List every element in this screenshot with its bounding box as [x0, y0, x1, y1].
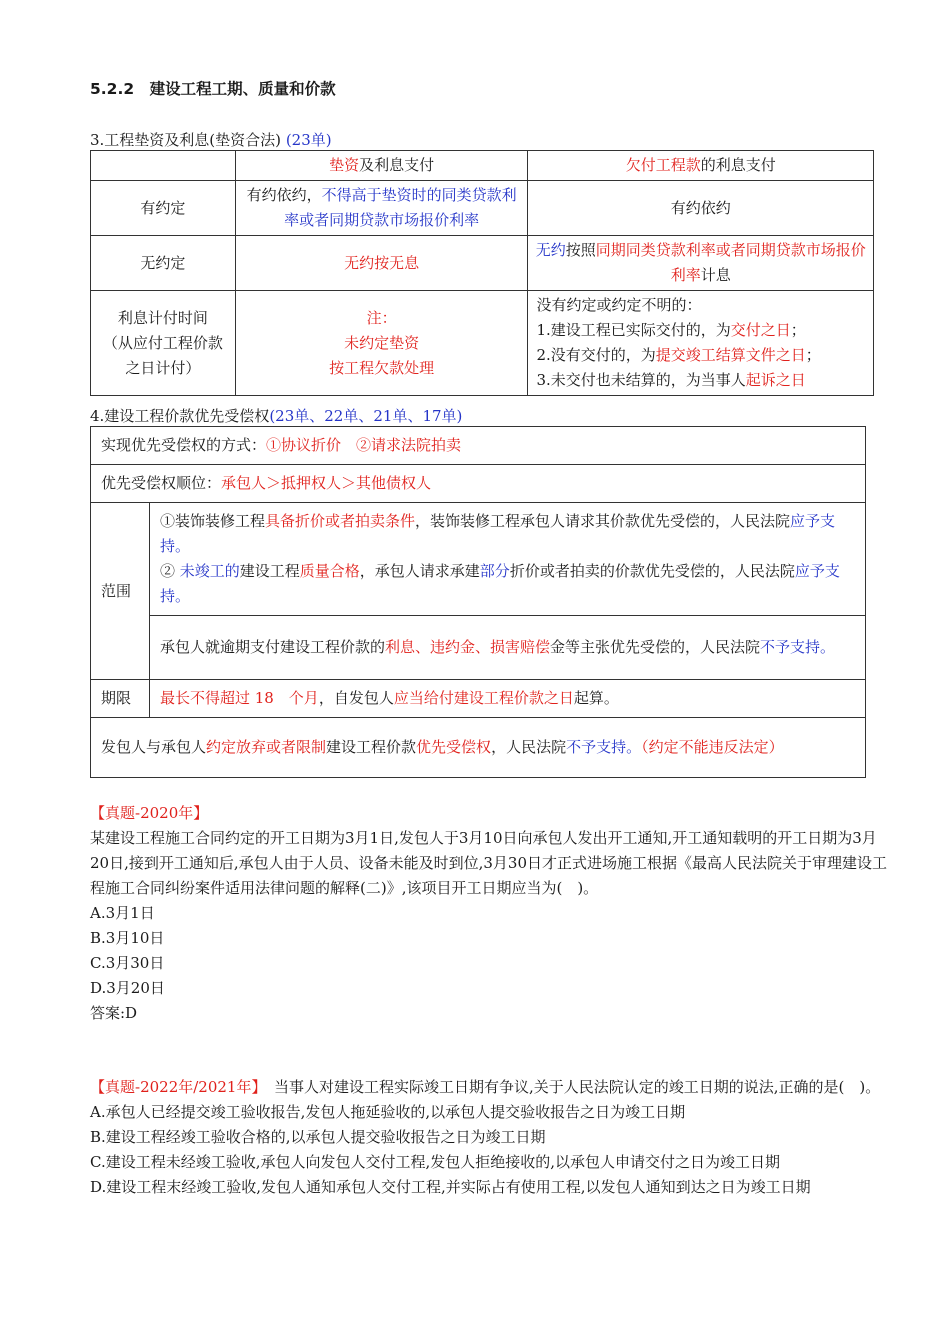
option-c: C.3月30日	[90, 954, 165, 972]
term-label: 期限	[91, 680, 150, 718]
option-b: B.建设工程经竣工验收合格的,以承包人提交验收报告之日为竣工日期	[90, 1128, 546, 1146]
option-b: B.3月10日	[90, 929, 165, 947]
row-agreed-arrears: 有约依约	[528, 181, 874, 236]
row-agreed-label: 有约定	[91, 181, 236, 236]
row-way: 实现优先受偿权的方式：①协议折价 ②请求法院拍卖	[91, 427, 866, 465]
row-time-advance: 注： 未约定垫资 按工程欠款处理	[235, 291, 528, 396]
term-value: 最长不得超过 18 个月，自发包人应当给付建设工程价款之日起算。	[149, 680, 865, 718]
question-2022	[90, 1075, 890, 1200]
table1-header-empty	[91, 151, 236, 181]
row-unagreed-label: 无约定	[91, 236, 236, 291]
advance-interest-table	[90, 150, 874, 396]
row-waiver: 发包人与承包人约定放弃或者限制建设工程价款优先受偿权，人民法院不予支持。（约定不能违反法定）	[91, 718, 866, 778]
question-2022-tag: 【真题-2022年/2021年】	[90, 1078, 259, 1096]
question-2022-stem: 当事人对建设工程实际竣工日期有争议,关于人民法院认定的竣工日期的说法,正确的是( )。	[258, 1078, 881, 1096]
option-d: D.建设工程末经竣工验收,发包人通知承包人交付工程,并实际占有使用工程,以发包人通知到达之日为竣工日期	[90, 1178, 811, 1196]
question-2020-tag: 【真题-2020年】	[90, 804, 209, 822]
row-agreed-advance: 有约依约，不得高于垫资时的同类贷款利率或者同期贷款市场报价利率	[235, 181, 528, 236]
question-2020-stem: 某建设工程施工合同约定的开工日期为3月1日,发包人于3月10日向承包人发出开工通知,开工通知载明的开工日期为3月20日,接到开工通知后,承包人由于人员、设备未能及时到位,3月30日才正式进场施工根据《最高人民法院关于审理建设工程施工合同纠纷案件适用法律问题的解释(二)》,该项目开工日期应当为( )。	[90, 829, 888, 897]
section4-title: 4.建设工程价款优先受偿权(23单、22单、21单、17单)	[90, 407, 463, 425]
table1-header-arrears: 欠付工程款的利息支付	[528, 151, 874, 181]
option-a: A.3月1日	[90, 904, 155, 922]
section-heading: 5.2.2 建设工程工期、质量和价款	[90, 80, 336, 98]
section3-title: 3.工程垫资及利息(垫资合法) (23单)	[90, 131, 332, 149]
option-c: C.建设工程未经竣工验收,承包人向发包人交付工程,发包人拒绝接收的,以承包人申请交付之日为竣工日期	[90, 1153, 781, 1171]
answer: 答案:D	[90, 1004, 138, 1022]
row-order: 优先受偿权顺位：承包人＞抵押权人＞其他债权人	[91, 465, 866, 503]
option-d: D.3月20日	[90, 979, 165, 997]
option-a: A.承包人已经提交竣工验收报告,发包人拖延验收的,以承包人提交验收报告之日为竣工日期	[90, 1103, 686, 1121]
row-unagreed-arrears: 无约按照同期同类贷款利率或者同期贷款市场报价利率计息	[528, 236, 874, 291]
row-time-arrears: 没有约定或约定不明的： 1.建设工程已实际交付的，为交付之日； 2.没有交付的，为提交竣工结算文件之日； 3.未交付也未结算的，为当事人起诉之日	[528, 291, 874, 396]
scope-not-supported: 承包人就逾期支付建设工程价款的利息、违约金、损害赔偿金等主张优先受偿的，人民法院不予支持。	[149, 616, 865, 680]
row-unagreed-advance: 无约按无息	[235, 236, 528, 291]
scope-label: 范围	[91, 503, 150, 680]
table1-header-advance: 垫资及利息支付	[235, 151, 528, 181]
question-2020	[90, 801, 890, 1026]
row-time-label: 利息计付时间 （从应付工程价款之日计付）	[91, 291, 236, 396]
priority-claim-table	[90, 426, 866, 778]
scope-supported: ①装饰装修工程具备折价或者拍卖条件，装饰装修工程承包人请求其价款优先受偿的，人民法院应予支持。 ② 未竣工的建设工程质量合格，承包人请求承建部分折价或者拍卖的价款优先受偿的，人民法院应予支持。	[149, 503, 865, 616]
